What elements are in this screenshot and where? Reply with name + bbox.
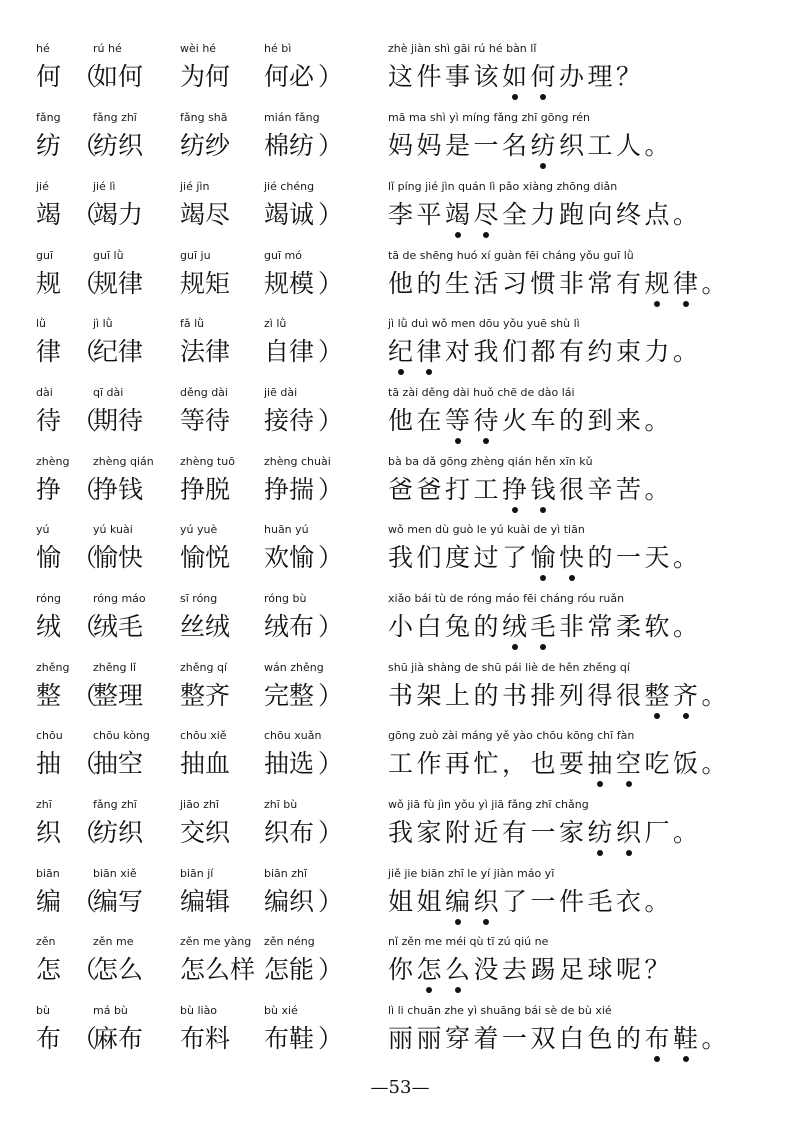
hanzi-text: 怎么	[93, 955, 144, 984]
pinyin-text: zěn me yàng	[180, 935, 252, 948]
hanzi-text: 竭力	[93, 200, 144, 229]
hanzi-text: （	[72, 131, 98, 160]
emphasis-dot	[597, 781, 603, 787]
emphasis-dot	[455, 987, 461, 993]
emphasis-dot	[540, 94, 546, 100]
pinyin-text: sī róng	[180, 592, 218, 605]
vocab-row	[0, 180, 800, 240]
hanzi-text: 编	[36, 887, 62, 916]
emphasis-dot	[626, 781, 632, 787]
pinyin-text: yú kuài	[93, 523, 133, 536]
vocab-row	[0, 1004, 800, 1064]
hanzi-text: 纪律	[93, 337, 144, 366]
vocab-row	[0, 386, 800, 446]
pinyin-text: rú hé	[93, 42, 122, 55]
hanzi-text: 纺	[36, 131, 62, 160]
hanzi-text: 布料	[180, 1024, 231, 1053]
hanzi-text: 整齐	[180, 681, 231, 710]
pinyin-text: biān	[36, 867, 60, 880]
hanzi-text: （	[72, 818, 98, 847]
hanzi-text: （	[72, 887, 98, 916]
hanzi-text: 等待	[180, 406, 231, 435]
hanzi-text: 爸爸打工挣钱很辛苦。	[388, 475, 674, 504]
vocab-row	[0, 867, 800, 927]
pinyin-text: má bù	[93, 1004, 128, 1017]
pinyin-text: shū jià shàng de shū pái liè de hěn zhěng qí	[388, 661, 630, 674]
pinyin-text: guī lǜ	[93, 249, 124, 262]
hanzi-text: 怎么样	[180, 955, 256, 984]
pinyin-text: wǒ men dù guò le yú kuài de yì tiān	[388, 523, 585, 536]
pinyin-text: bù	[36, 1004, 50, 1017]
hanzi-text: 竭诚	[264, 200, 315, 229]
hanzi-text: 绒布	[264, 612, 315, 641]
pinyin-text: jì lǜ duì wǒ men dōu yǒu yuē shù lì	[388, 317, 580, 330]
hanzi-text: 布	[36, 1024, 62, 1053]
hanzi-text: 竭	[36, 200, 62, 229]
emphasis-dot	[455, 438, 461, 444]
pinyin-text: guī mó	[264, 249, 302, 262]
hanzi-text: （	[72, 1024, 98, 1053]
pinyin-text: hé bì	[264, 42, 292, 55]
pinyin-text: chōu xuǎn	[264, 729, 322, 742]
emphasis-dot	[512, 644, 518, 650]
hanzi-text: 期待	[93, 406, 144, 435]
hanzi-text: ）	[318, 131, 344, 160]
hanzi-text: 何	[36, 62, 62, 91]
hanzi-text: 编辑	[180, 887, 231, 916]
emphasis-dot	[426, 987, 432, 993]
pinyin-text: fǎ lǜ	[180, 317, 205, 330]
pinyin-text: dài	[36, 386, 53, 399]
pinyin-text: jié chéng	[264, 180, 315, 193]
pinyin-text: xiǎo bái tù de róng máo fēi cháng róu ruǎn	[388, 592, 625, 605]
pinyin-text: fǎng zhī	[93, 798, 137, 811]
pinyin-text: guī	[36, 249, 54, 262]
pinyin-text: fǎng shā	[180, 111, 228, 124]
pinyin-text: zhī	[36, 798, 52, 811]
hanzi-text: ）	[318, 269, 344, 298]
pinyin-text: róng	[36, 592, 61, 605]
hanzi-text: 规律	[93, 269, 144, 298]
pinyin-text: yú	[36, 523, 50, 536]
pinyin-text: děng dài	[180, 386, 228, 399]
pinyin-text: nǐ zěn me méi qù tī zú qiú ne	[388, 935, 549, 948]
hanzi-text: 怎能	[264, 955, 315, 984]
pinyin-text: lǜ	[36, 317, 47, 330]
hanzi-text: 麻布	[93, 1024, 144, 1053]
hanzi-text: （	[72, 475, 98, 504]
page-number: —53—	[370, 1077, 430, 1098]
hanzi-text: 愉悦	[180, 543, 231, 572]
hanzi-text: ）	[318, 612, 344, 641]
hanzi-text: 丝绒	[180, 612, 231, 641]
hanzi-text: （	[72, 681, 98, 710]
pinyin-text: mā ma shì yì míng fǎng zhī gōng rén	[388, 111, 590, 124]
pinyin-text: zěn	[36, 935, 56, 948]
hanzi-text: 姐姐编织了一件毛衣。	[388, 887, 674, 916]
emphasis-dot	[683, 1056, 689, 1062]
pinyin-text: chōu xiě	[180, 729, 227, 742]
pinyin-text: hé	[36, 42, 50, 55]
hanzi-text: 律	[36, 337, 62, 366]
hanzi-text: 欢愉	[264, 543, 315, 572]
pinyin-text: lǐ píng jié jìn quán lì pǎo xiàng zhōng diǎn	[388, 180, 618, 193]
pinyin-text: jiāo zhī	[180, 798, 219, 811]
pinyin-text: biān xiě	[93, 867, 137, 880]
pinyin-text: zhèng	[36, 455, 70, 468]
pinyin-text: gōng zuò zài máng yě yào chōu kōng chī fàn	[388, 729, 635, 742]
vocab-row	[0, 455, 800, 515]
pinyin-text: fǎng	[36, 111, 61, 124]
emphasis-dot	[540, 163, 546, 169]
emphasis-dot	[398, 369, 404, 375]
hanzi-text: 整理	[93, 681, 144, 710]
hanzi-text: 挣揣	[264, 475, 315, 504]
emphasis-dot	[455, 919, 461, 925]
emphasis-dot	[654, 301, 660, 307]
pinyin-text: guī ju	[180, 249, 211, 262]
pinyin-text: wán zhěng	[264, 661, 324, 674]
hanzi-text: 自律	[264, 337, 315, 366]
hanzi-text: 完整	[264, 681, 315, 710]
emphasis-dot	[540, 575, 546, 581]
emphasis-dot	[483, 438, 489, 444]
hanzi-text: 愉快	[93, 543, 144, 572]
hanzi-text: 待	[36, 406, 62, 435]
vocab-row	[0, 42, 800, 102]
pinyin-text: tā zài děng dài huǒ chē de dào lái	[388, 386, 575, 399]
hanzi-text: 这件事该如何办理？	[388, 62, 645, 91]
emphasis-dot	[683, 713, 689, 719]
hanzi-text: 我家附近有一家纺织厂。	[388, 818, 702, 847]
pinyin-text: chōu	[36, 729, 63, 742]
hanzi-text: 纺纱	[180, 131, 231, 160]
pinyin-text: zhěng qí	[180, 661, 228, 674]
hanzi-text: 妈妈是一名纺织工人。	[388, 131, 674, 160]
hanzi-text: 规矩	[180, 269, 231, 298]
vocab-row	[0, 111, 800, 171]
hanzi-text: 丽丽穿着一双白色的布鞋。	[388, 1024, 731, 1053]
hanzi-text: （	[72, 62, 98, 91]
hanzi-text: 规	[36, 269, 62, 298]
pinyin-text: zhèng chuài	[264, 455, 331, 468]
hanzi-text: 如何	[93, 62, 144, 91]
hanzi-text: 挣钱	[93, 475, 144, 504]
hanzi-text: （	[72, 337, 98, 366]
hanzi-text: 挣脱	[180, 475, 231, 504]
hanzi-text: 织	[36, 818, 62, 847]
hanzi-text: 棉纺	[264, 131, 315, 160]
pinyin-text: qī dài	[93, 386, 124, 399]
vocab-row	[0, 523, 800, 583]
hanzi-text: ）	[318, 337, 344, 366]
hanzi-text: ）	[318, 887, 344, 916]
hanzi-text: 抽选	[264, 749, 315, 778]
pinyin-text: bà ba dǎ gōng zhèng qián hěn xīn kǔ	[388, 455, 593, 468]
emphasis-dot	[597, 850, 603, 856]
pinyin-text: tā de shēng huó xí guàn fēi cháng yǒu guī lǜ	[388, 249, 634, 262]
vocab-row	[0, 592, 800, 652]
hanzi-text: 他在等待火车的到来。	[388, 406, 674, 435]
hanzi-text: ）	[318, 681, 344, 710]
emphasis-dot	[512, 507, 518, 513]
pinyin-text: jié jìn	[180, 180, 210, 193]
hanzi-text: ）	[318, 62, 344, 91]
hanzi-text: 法律	[180, 337, 231, 366]
hanzi-text: 纺织	[93, 131, 144, 160]
pinyin-text: mián fǎng	[264, 111, 320, 124]
hanzi-text: 规模	[264, 269, 315, 298]
hanzi-text: （	[72, 269, 98, 298]
hanzi-text: 整	[36, 681, 62, 710]
hanzi-text: 织布	[264, 818, 315, 847]
pinyin-text: wèi hé	[180, 42, 217, 55]
emphasis-dot	[540, 507, 546, 513]
hanzi-text: 小白兔的绒毛非常柔软。	[388, 612, 702, 641]
pinyin-text: zěn me	[93, 935, 134, 948]
pinyin-text: lì li chuān zhe yì shuāng bái sè de bù xié	[388, 1004, 612, 1017]
hanzi-text: ）	[318, 543, 344, 572]
hanzi-text: ）	[318, 818, 344, 847]
emphasis-dot	[569, 575, 575, 581]
hanzi-text: ）	[318, 200, 344, 229]
vocab-row	[0, 798, 800, 858]
vocab-row	[0, 935, 800, 995]
hanzi-text: 编织	[264, 887, 315, 916]
hanzi-text: ）	[318, 406, 344, 435]
emphasis-dot	[483, 232, 489, 238]
hanzi-text: 你怎么没去踢足球呢？	[388, 955, 674, 984]
emphasis-dot	[654, 1056, 660, 1062]
pinyin-text: zhèng tuō	[180, 455, 235, 468]
pinyin-text: zhèng qián	[93, 455, 154, 468]
hanzi-text: 抽	[36, 749, 62, 778]
hanzi-text: 何必	[264, 62, 315, 91]
pinyin-text: yú yuè	[180, 523, 218, 536]
hanzi-text: ）	[318, 955, 344, 984]
hanzi-text: （	[72, 749, 98, 778]
hanzi-text: 抽血	[180, 749, 231, 778]
hanzi-text: 交织	[180, 818, 231, 847]
pinyin-text: fǎng zhī	[93, 111, 137, 124]
pinyin-text: róng máo	[93, 592, 146, 605]
hanzi-text: （	[72, 200, 98, 229]
emphasis-dot	[654, 713, 660, 719]
hanzi-text: （	[72, 543, 98, 572]
pinyin-text: zhè jiàn shì gāi rú hé bàn lǐ	[388, 42, 537, 55]
hanzi-text: 他的生活习惯非常有规律。	[388, 269, 731, 298]
pinyin-text: jì lǜ	[93, 317, 113, 330]
hanzi-text: 我们度过了愉快的一天。	[388, 543, 702, 572]
vocab-row	[0, 249, 800, 309]
vocab-row	[0, 661, 800, 721]
hanzi-text: 怎	[36, 955, 62, 984]
pinyin-text: zhěng lǐ	[93, 661, 137, 674]
hanzi-text: 书架上的书排列得很整齐。	[388, 681, 731, 710]
pinyin-text: zhěng	[36, 661, 70, 674]
emphasis-dot	[483, 919, 489, 925]
pinyin-text: jié lì	[93, 180, 116, 193]
emphasis-dot	[683, 301, 689, 307]
hanzi-text: 布鞋	[264, 1024, 315, 1053]
pinyin-text: zhī bù	[264, 798, 298, 811]
pinyin-text: róng bù	[264, 592, 307, 605]
vocab-row	[0, 729, 800, 789]
pinyin-text: jié	[36, 180, 49, 193]
emphasis-dot	[455, 232, 461, 238]
emphasis-dot	[426, 369, 432, 375]
pinyin-text: jiē dài	[264, 386, 298, 399]
hanzi-text: （	[72, 406, 98, 435]
pinyin-text: bù xié	[264, 1004, 298, 1017]
hanzi-text: 愉	[36, 543, 62, 572]
pinyin-text: jiě jie biān zhī le yí jiàn máo yī	[388, 867, 555, 880]
hanzi-text: 为何	[180, 62, 231, 91]
hanzi-text: 工作再忙，也要抽空吃饭。	[388, 749, 731, 778]
hanzi-text: （	[72, 955, 98, 984]
pinyin-text: huān yú	[264, 523, 309, 536]
emphasis-dot	[540, 644, 546, 650]
pinyin-text: biān jí	[180, 867, 214, 880]
pinyin-text: zěn néng	[264, 935, 315, 948]
vocab-row	[0, 317, 800, 377]
emphasis-dot	[512, 94, 518, 100]
pinyin-text: bù liào	[180, 1004, 218, 1017]
hanzi-text: 纪律对我们都有约束力。	[388, 337, 702, 366]
pinyin-text: biān zhī	[264, 867, 308, 880]
emphasis-dot	[626, 850, 632, 856]
hanzi-text: （	[72, 612, 98, 641]
hanzi-text: 抽空	[93, 749, 144, 778]
hanzi-text: 竭尽	[180, 200, 231, 229]
hanzi-text: 绒毛	[93, 612, 144, 641]
hanzi-text: ）	[318, 749, 344, 778]
hanzi-text: 绒	[36, 612, 62, 641]
hanzi-text: 李平竭尽全力跑向终点。	[388, 200, 702, 229]
pinyin-text: wǒ jiā fù jìn yǒu yì jiā fǎng zhī chǎng	[388, 798, 589, 811]
hanzi-text: 编写	[93, 887, 144, 916]
pinyin-text: chōu kòng	[93, 729, 150, 742]
hanzi-text: 纺织	[93, 818, 144, 847]
hanzi-text: ）	[318, 1024, 344, 1053]
hanzi-text: ）	[318, 475, 344, 504]
hanzi-text: 接待	[264, 406, 315, 435]
pinyin-text: zì lǜ	[264, 317, 287, 330]
hanzi-text: 挣	[36, 475, 62, 504]
